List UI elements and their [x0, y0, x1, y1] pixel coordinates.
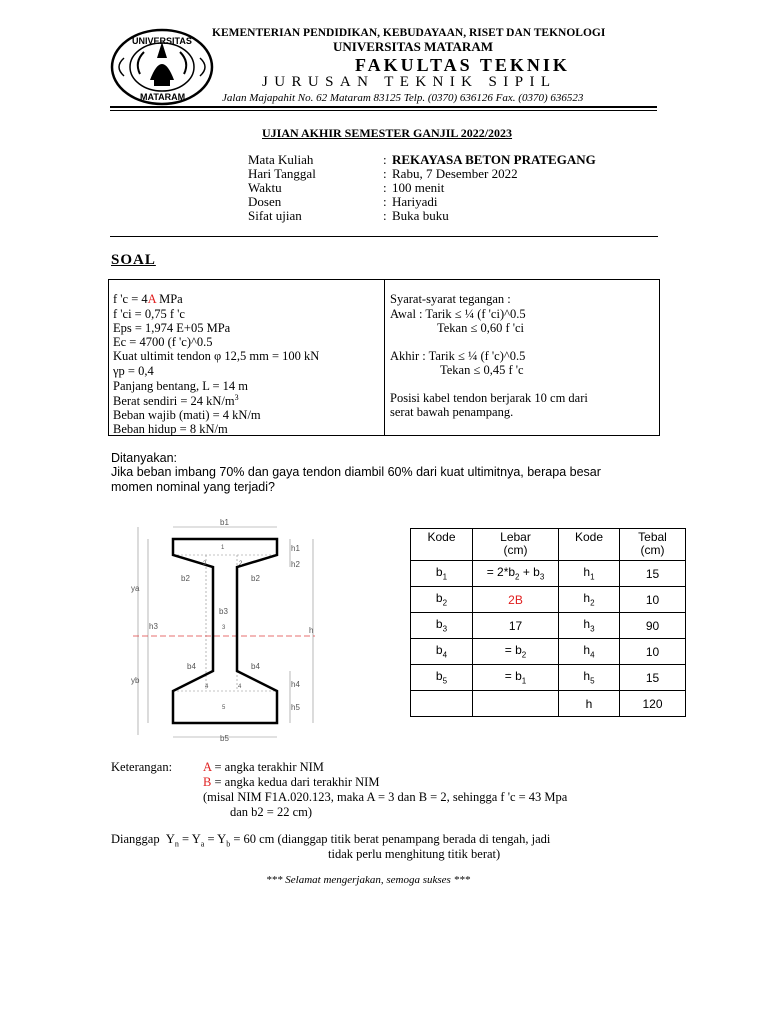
- given-box-divider: [384, 279, 385, 436]
- cell-lebar: = $b_2$: [473, 639, 559, 665]
- assumption-line1: Dianggap $Y_n = Y_a = Y_b = 60$ cm (dianggap titik berat penampang berada di tengah, jadi: [111, 832, 551, 849]
- cell-kode-h: $h_5$: [559, 665, 620, 691]
- info-colon: :: [383, 152, 387, 167]
- label-ya: ya: [131, 584, 140, 593]
- cell-lebar: = $2*b_2 + b_3$: [473, 561, 559, 587]
- given-eps: Eps = 1,974 E+05 MPa: [113, 321, 231, 335]
- cell-kode-h: $h_3$: [559, 613, 620, 639]
- header-rule-thin: [110, 110, 657, 111]
- given-selfweight: Berat sendiri = 24 $kN/m^3$: [113, 393, 239, 409]
- note-a: A = angka terakhir NIM: [203, 760, 324, 774]
- notes-label: Keterangan:: [111, 760, 173, 774]
- closing-message: *** Selamat mengerjakan, semoga sukses ***: [266, 874, 471, 886]
- info-value-lecturer: Hariyadi: [392, 194, 438, 209]
- cell-kode-b: $b_3$: [411, 613, 473, 639]
- header-rule-thick: [110, 106, 657, 108]
- label-h4: h4: [291, 680, 300, 689]
- info-value-course: REKAYASA BETON PRATEGANG: [392, 152, 596, 167]
- cell-lebar: 2B: [473, 587, 559, 613]
- initial-compression: Tekan ≤ 0,60 f 'ci: [437, 321, 525, 335]
- cell-tebal: 120: [620, 691, 686, 717]
- department-name: JURUSAN TEKNIK SIPIL: [262, 74, 557, 90]
- university-logo: [110, 28, 214, 106]
- header-kode-b: Kode: [411, 529, 473, 561]
- stress-conditions-heading: Syarat-syarat tegangan :: [390, 292, 511, 306]
- label-h5: h5: [291, 703, 300, 712]
- region-3: 3: [222, 625, 226, 631]
- cable-position-line2: serat bawah penampang.: [390, 405, 514, 419]
- label-h: h: [309, 626, 314, 635]
- cell-lebar: [473, 691, 559, 717]
- question-line2: momen nominal yang terjadi?: [111, 480, 275, 494]
- soal-heading: SOAL: [111, 252, 156, 268]
- info-colon: :: [383, 208, 387, 223]
- cable-position-line1: Posisi kabel tendon berjarak 10 cm dari: [390, 391, 588, 405]
- info-value-time: 100 menit: [392, 180, 445, 195]
- header-tebal: Tebal (cm): [620, 529, 686, 561]
- cell-kode-h: $h_1$: [559, 561, 620, 587]
- info-colon: :: [383, 194, 387, 209]
- ministry-name: KEMENTERIAN PENDIDIKAN, KEBUDAYAAN, RISET DAN TEKNOLOGI: [212, 27, 606, 39]
- note-b: B = angka kedua dari terakhir NIM: [203, 775, 380, 789]
- given-fci: f 'ci = 0,75 f 'c: [113, 307, 185, 321]
- given-dead-load: Beban wajib (mati) = 4 kN/m: [113, 408, 261, 422]
- given-live-load: Beban hidup = 8 kN/m: [113, 422, 228, 436]
- cell-kode-h: $h_4$: [559, 639, 620, 665]
- faculty-name: FAKULTAS TEKNIK: [355, 55, 570, 75]
- info-label-time: Waktu: [248, 180, 282, 195]
- given-tendon: Kuat ultimit tendon φ 12,5 mm = 100 kN: [113, 349, 320, 363]
- cell-tebal: 90: [620, 613, 686, 639]
- cell-lebar: 17: [473, 613, 559, 639]
- cell-kode-b: [411, 691, 473, 717]
- info-value-date: Rabu, 7 Desember 2022: [392, 166, 518, 181]
- cell-kode-h: h: [559, 691, 620, 717]
- label-b4-right: b4: [251, 662, 260, 671]
- exam-title: UJIAN AKHIR SEMESTER GANJIL 2022/2023: [262, 126, 513, 140]
- table-header-row: [411, 529, 686, 561]
- cell-kode-b: $b_4$: [411, 639, 473, 665]
- header-lebar: Lebar (cm): [473, 529, 559, 561]
- label-h2: h2: [291, 560, 300, 569]
- given-ec: Ec = 4700 (f 'c)^0.5: [113, 335, 213, 349]
- table-row: [411, 691, 686, 717]
- question-label: Ditanyakan:: [111, 451, 178, 465]
- info-value-nature: Buka buku: [392, 208, 449, 223]
- cell-kode-b: $b_5$: [411, 665, 473, 691]
- note-example-line2: dan b2 = 22 cm): [230, 805, 313, 819]
- cell-tebal: 10: [620, 587, 686, 613]
- given-span: Panjang bentang, L = 14 m: [113, 379, 249, 393]
- university-name: UNIVERSITAS MATARAM: [333, 39, 493, 54]
- label-b3: b3: [219, 607, 228, 616]
- given-gp: γp = 0,4: [113, 364, 154, 378]
- given-fc: f 'c = 4A MPa: [113, 292, 183, 306]
- region-4-right: 4: [238, 684, 242, 690]
- label-b4-left: b4: [187, 662, 196, 671]
- cell-tebal: 15: [620, 561, 686, 587]
- logo-text-top: UNIVERSITAS: [132, 36, 192, 46]
- info-label-nature: Sifat ujian: [248, 208, 302, 223]
- cell-lebar: = $b_1$: [473, 665, 559, 691]
- table-row: [411, 639, 686, 665]
- logo-text-bottom: MATARAM: [140, 92, 186, 102]
- assumption-line2: tidak perlu menghitung titik berat): [328, 847, 501, 861]
- table-row: [411, 613, 686, 639]
- cell-kode-b: $b_1$: [411, 561, 473, 587]
- label-b1: b1: [220, 518, 229, 527]
- separator-line: [110, 236, 658, 237]
- cell-tebal: 10: [620, 639, 686, 665]
- region-4-left: 4: [205, 684, 209, 690]
- region-2-left: 2: [203, 561, 207, 567]
- info-label-lecturer: Dosen: [248, 194, 282, 209]
- label-h3: h3: [149, 622, 158, 631]
- i-beam-section-diagram: [125, 515, 330, 745]
- label-b2-right: b2: [251, 574, 260, 583]
- table-row: [411, 561, 686, 587]
- label-b2-left: b2: [181, 574, 190, 583]
- label-yb: yb: [131, 676, 140, 685]
- region-2-right: 2: [239, 561, 243, 567]
- info-colon: :: [383, 166, 387, 181]
- final-compression: Tekan ≤ 0,45 f 'c: [440, 363, 524, 377]
- info-label-date: Hari Tanggal: [248, 166, 316, 181]
- initial-tension: Awal : Tarik ≤ ¼ (f 'ci)^0.5: [390, 307, 526, 321]
- address-line: Jalan Majapahit No. 62 Mataram 83125 Telp. (0370) 636126 Fax. (0370) 636523: [222, 92, 584, 104]
- table-row: [411, 587, 686, 613]
- info-colon: :: [383, 180, 387, 195]
- label-h1: h1: [291, 544, 300, 553]
- final-tension: Akhir : Tarik ≤ ¼ (f 'c)^0.5: [390, 349, 526, 363]
- cell-tebal: 15: [620, 665, 686, 691]
- question-line1: Jika beban imbang 70% dan gaya tendon diambil 60% dari kuat ultimitnya, berapa besar: [111, 465, 601, 479]
- info-label-course: Mata Kuliah: [248, 152, 314, 167]
- label-b5: b5: [220, 734, 229, 743]
- dimensions-table: [410, 528, 686, 717]
- cell-kode-b: $b_2$: [411, 587, 473, 613]
- region-5: 5: [222, 705, 226, 711]
- table-row: [411, 665, 686, 691]
- header-kode-h: Kode: [559, 529, 620, 561]
- cell-kode-h: $h_2$: [559, 587, 620, 613]
- region-1: 1: [221, 545, 225, 551]
- note-example-line1: (misal NIM F1A.020.123, maka A = 3 dan B = 2, sehingga f 'c = 43 Mpa: [203, 790, 568, 804]
